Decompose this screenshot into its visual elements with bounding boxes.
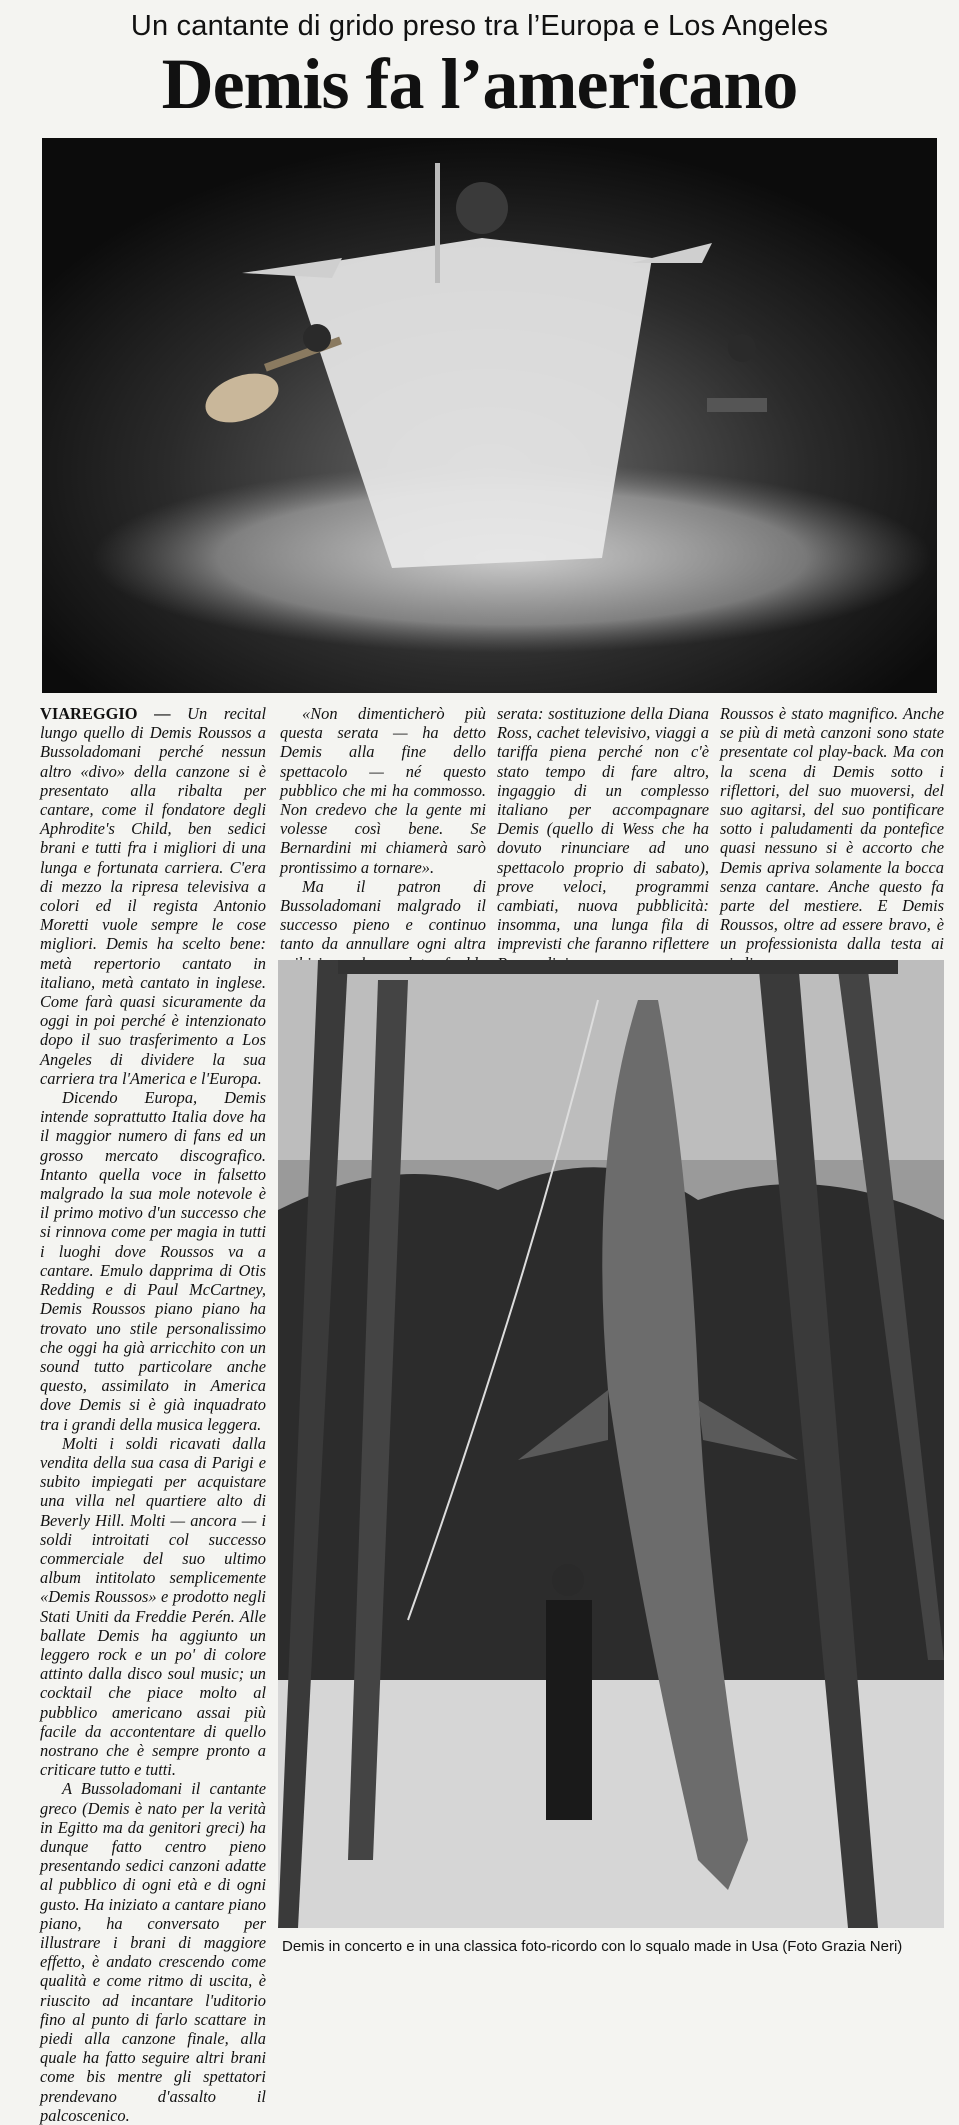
shark-photo-art: [278, 960, 944, 1928]
paragraph: VIAREGGIO — Un recital lungo quello di Demis Roussos a Bussoladomani perché nessun altro «divo» della canzone si è presentato alla ribalta per cantare, come il fondatore degli Aphrodite's Child, ben sedici brani e tutti fra i migliori di una lunga e fortunata carriera. C'era di mezzo la ripresa televisiva a colori ed il regista Antonio Moretti vuole sempre le cose migliori. Demis ha scelto bene: metà repertorio cantato in italiano, metà cantato in inglese. Come farà quasi sicuramente da oggi in poi perché è intenzionato dopo il suo trasferimento a Los Angeles di dividere la sua carriera tra l'America e l'Europa.: [40, 704, 266, 1088]
article-column-3: [497, 704, 709, 992]
photo-caption: [282, 1938, 946, 1955]
concert-photo: [42, 138, 937, 693]
article-headline: Demis fa l’americano: [161, 44, 798, 124]
concert-photo-art: [42, 138, 937, 693]
paragraph: serata: sostituzione della Diana Ross, cachet televisivo, viaggi a tariffa piena perché non c'è stato tempo di fare altro, ingaggio di un complesso italiano per accompagnare Demis (quello di Wess che ha dovuto rinunciare ad uno spettacolo proprio di sabato), prove veloci, programmi cambiati, nuova pubblicità: insomma, una lunga fila di imprevisti che faranno riflettere: [497, 704, 709, 954]
article-column-1: [40, 704, 266, 2125]
dateline: VIAREGGIO —: [40, 704, 171, 723]
paragraph: Dicendo Europa, Demis intende soprattutto Italia dove ha il maggior numero di fans ed un grosso mercato discografico. Intanto quella voce in falsetto malgrado la sua mole notevole è il primo motivo d'un successo che si rinnova come per magia in tutti i luoghi dove Roussos va a cantare. Emulo dapprima di Otis Redding e di Paul McCartney, Demis Roussos piano piano ha trovato uno stile personalissimo che oggi ha già arricchito con un sound tutto particolare anche questo, assimilato in America dove Demis si è già inquadrato tra i grandi della musica leggera.: [40, 1088, 266, 1434]
shark-photo: [278, 960, 944, 1928]
article-column-4: [720, 704, 944, 992]
paragraph: Ma il patron di Bussoladomani malgrado il successo pieno e continuo tanto da annullare ogni altra: [280, 876, 486, 954]
caption-text: Demis in concerto e in una classica foto-ricordo con lo squalo made in Usa: [282, 1938, 779, 1955]
paragraph: Roussos è stato magnifico. Anche se più di metà canzoni sono state presentate col play-back. Ma con la scena di Demis sotto i riflettori, del suo muoversi, del suo agitarsi, del suo pontificare sotto i paludamenti da pontefice quasi nessuno si è accorto che Demis apriva solamente la bocca senza cantare. Anche questo fa parte del mestiere. E Demis Roussos, oltre ad essere bravo, è un professionista dalla testa ai: [720, 704, 944, 954]
paragraph: «Non dimenticherò più questa serata — ha detto Demis alla fine dello spettacolo — né questo pubblico che mi ha commosso. Non credevo che la gente mi volesse così bene. Se Bernardini mi chiamerà sarò prontissimo a tornare».: [280, 704, 486, 877]
article-column-2: [280, 704, 486, 992]
paragraph: Molti i soldi ricavati dalla vendita della sua casa di Parigi e subito impiegati per acquistare una villa nel quartiere alto di Beverly Hill. Molti — ancora — i soldi introitati col successo commerciale del suo ultimo album intitolato semplicemente «Demis Roussos» e prodotto negli Stati Uniti da Freddie Perén. Alle ballate Demis ha aggiunto un leggero rock e un po' di colore attinto dalla disco soul music; un cocktail che piace molto al pubblico americano assai più facile da accontentare di quello nostrano che è sempre pronto a criticare tutto e tutti.: [40, 1433, 266, 1780]
photo-credit: (Foto Grazia Neri): [782, 1938, 903, 1955]
paragraph: A Bussoladomani il cantante greco (Demis è nato per la verità in Egitto ma da genitori greci) ha dunque fatto centro pieno presentando sedici canzoni adatte al pubblico di ogni età e di ogni gusto. Ha iniziato a cantare piano piano, ha conversato per illustrare i brani di maggiore effetto, è andato crescendo come qualità e come ritmo di uscita, è riuscito ad incantare l'uditorio fino al punto di farlo scattare in piedi alla canzone finale, alla quale ha fatto seguire altri brani come bis mentre gli spettatori prendevano d'assalto il palcoscenico.: [40, 1779, 266, 2125]
article-kicker: Un cantante di grido preso tra l’Europa e Los Angeles: [130, 10, 829, 42]
